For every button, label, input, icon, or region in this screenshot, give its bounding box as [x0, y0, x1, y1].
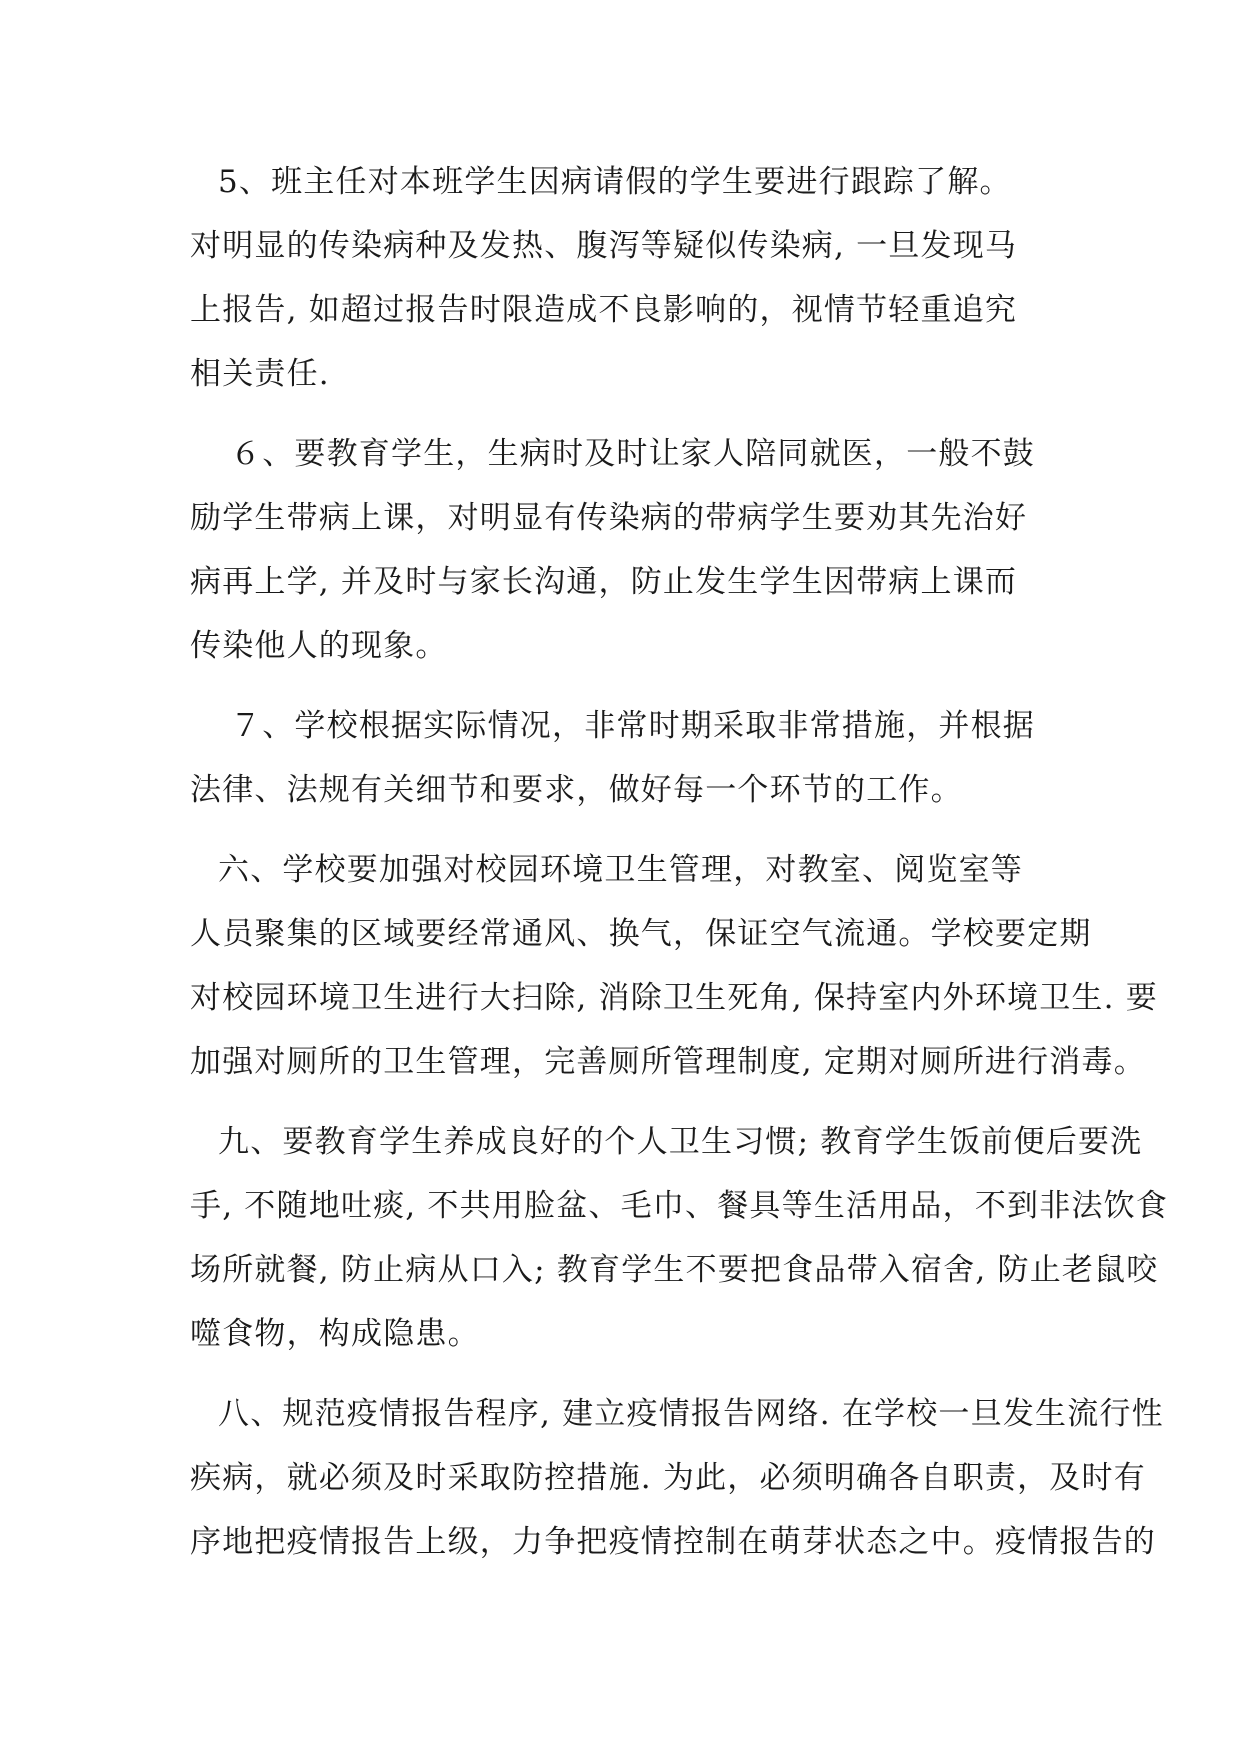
paragraph-six	[190, 838, 1158, 1094]
text-line: ６、要教育学生，生病时及时让家人陪同就医，一般不鼓	[230, 436, 1035, 472]
text-line: 九、要教育学生养成良好的个人卫生习惯; 教育学生饭前便后要洗	[218, 1124, 1143, 1160]
text-line: 噬食物，构成隐患。	[190, 1316, 480, 1352]
text-line: 八、规范疫情报告程序, 建立疫情报告网络. 在学校一旦发生流行性	[218, 1396, 1164, 1432]
text-line: 传染他人的现象。	[190, 628, 448, 664]
paragraph-6	[190, 422, 1056, 678]
text-line: ７、学校根据实际情况，非常时期采取非常措施，并根据	[230, 708, 1035, 744]
text-line: 加强对厕所的卫生管理，完善厕所管理制度, 定期对厕所进行消毒。	[190, 1044, 1146, 1080]
text-line: 上报告, 如超过报告时限造成不良影响的，视情节轻重追究	[190, 292, 1018, 328]
document-page	[190, 150, 1169, 1590]
text-line: 5、班主任对本班学生因病请假的学生要进行跟踪了解。	[218, 164, 1012, 200]
paragraph-eight	[190, 1382, 1164, 1574]
text-line: 病再上学, 并及时与家长沟通，防止发生学生因带病上课而	[190, 564, 1018, 600]
text-line: 对校园环境卫生进行大扫除, 消除卫生死角, 保持室内外环境卫生. 要	[190, 980, 1158, 1016]
text-line: 对明显的传染病种及发热、腹泻等疑似传染病, 一旦发现马	[190, 228, 1018, 264]
text-line: 场所就餐, 防止病从口入; 教育学生不要把食品带入宿舍, 防止老鼠咬	[190, 1252, 1159, 1288]
paragraph-5	[190, 150, 1056, 406]
text-line: 法律、法规有关细节和要求，做好每一个环节的工作。	[190, 772, 963, 808]
text-line: 励学生带病上课，对明显有传染病的带病学生要劝其先治好	[190, 500, 1028, 536]
text-line: 手, 不随地吐痰, 不共用脸盆、毛巾、餐具等生活用品，不到非法饮食	[190, 1188, 1169, 1224]
paragraph-nine	[190, 1110, 1169, 1366]
text-line: 疾病，就必须及时采取防控措施. 为此，必须明确各自职责，及时有	[190, 1460, 1146, 1496]
text-line: 人员聚集的区域要经常通风、换气，保证空气流通。学校要定期	[190, 916, 1092, 952]
paragraph-7	[190, 694, 1056, 822]
text-line: 序地把疫情报告上级，力争把疫情控制在萌芽状态之中。疫情报告的	[190, 1524, 1156, 1560]
text-line: 六、学校要加强对校园环境卫生管理，对教室、阅览室等	[218, 852, 1023, 888]
text-line: 相关责任.	[190, 356, 330, 392]
